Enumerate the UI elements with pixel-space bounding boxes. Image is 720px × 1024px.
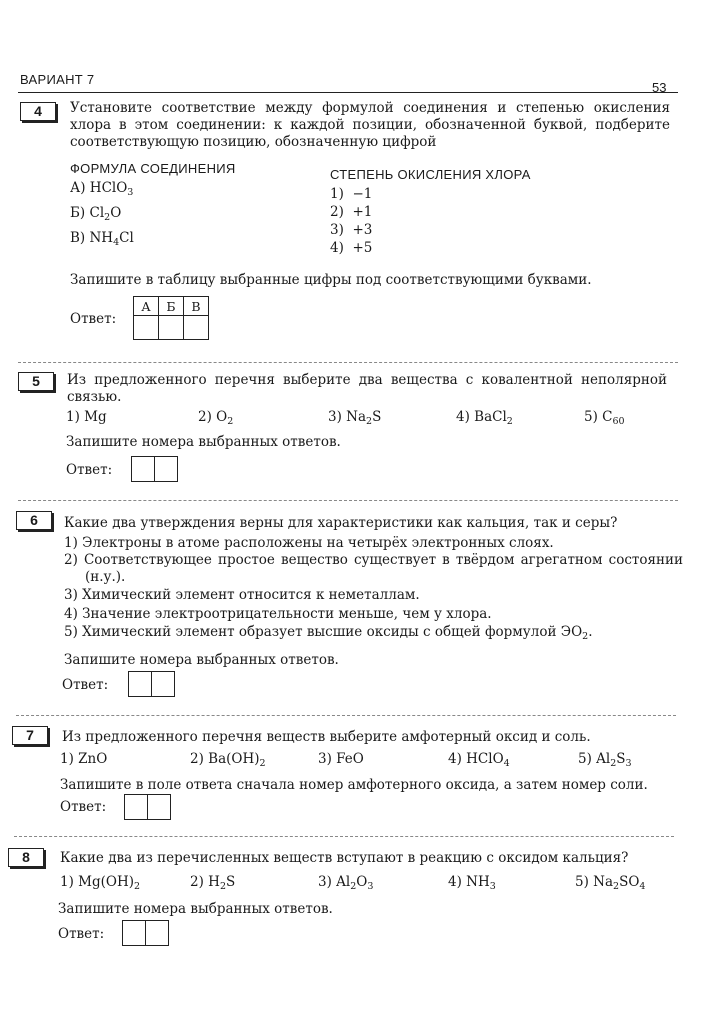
q5-option-3 (328, 409, 381, 425)
q5-option-3-sub: 2 (366, 416, 373, 427)
q7-instruction: Запишите в поле ответа сначала номер амфотерного оксида, а затем номер соли. (60, 777, 648, 793)
q7-option-2-formula: Ba(OH) (208, 751, 260, 767)
q4-table-header-a: А (134, 297, 159, 316)
q7-option-5-tail: S (616, 751, 626, 767)
q8-option-5-num: 5) (575, 874, 589, 890)
q7-option-1-formula: ZnO (78, 751, 108, 767)
q7-answer-cell-2[interactable] (148, 795, 170, 819)
separator-4 (14, 836, 674, 837)
question-8-text: Какие два из перечисленных веществ вступают в реакцию с оксидом кальция? (60, 850, 629, 866)
q5-option-1-num: 1) (66, 409, 80, 425)
q8-option-1-num: 1) (60, 874, 74, 890)
q4-table-header-c: В (184, 297, 209, 316)
q8-option-4-formula: NH (466, 874, 490, 890)
q5-option-3-formula: Na (346, 409, 367, 425)
q6-answer-cell-1[interactable] (129, 672, 152, 696)
header-rule (18, 92, 678, 93)
q5-option-2-num: 2) (198, 409, 212, 425)
q8-instruction: Запишите номера выбранных ответов. (58, 901, 333, 917)
q8-option-4-num: 4) (448, 874, 462, 890)
q6-answer-label: Ответ: (62, 677, 109, 693)
q4-formula-c-sub: 4 (113, 237, 120, 248)
q8-option-4-sub: 3 (489, 881, 496, 892)
q8-option-3-formula: Al (336, 874, 351, 890)
q7-option-4 (448, 751, 510, 767)
q7-option-1 (60, 751, 107, 767)
q4-formula-a-letter: А) (70, 180, 86, 196)
question-7-number: 7 (12, 726, 48, 745)
q8-option-5-tail: SO (619, 874, 640, 890)
q6-statement-2: 2) Соответствующее простое вещество существует в твёрдом агрегатном состоянии (н.у.). (64, 552, 683, 585)
q5-answer-cell-1[interactable] (132, 457, 155, 481)
q7-option-5-num: 5) (578, 751, 592, 767)
q4-formula-header: ФОРМУЛА СОЕДИНЕНИЯ (70, 161, 236, 176)
q6-statement-4: 4) Значение электроотрицательности меньше, чем у хлора. (64, 606, 492, 622)
q5-option-2-sub: 2 (227, 416, 234, 427)
question-6-number: 6 (16, 511, 52, 530)
q4-degree-4-num: 4) (330, 240, 344, 256)
q4-degree-3-value: +3 (352, 222, 373, 238)
q4-degree-1-num: 1) (330, 186, 344, 202)
question-8-number: 8 (8, 848, 44, 867)
q4-answer-cell-a[interactable] (134, 316, 159, 340)
q7-option-2-sub: 2 (259, 758, 266, 769)
question-7-text: Из предложенного перечня веществ выберите амфотерный оксид и соль. (62, 729, 591, 745)
q7-option-3-num: 3) (318, 751, 332, 767)
q6-answer-cells (128, 671, 175, 697)
q8-answer-cells (122, 920, 169, 946)
q5-answer-cell-2[interactable] (155, 457, 177, 481)
q4-degree-4-value: +5 (352, 240, 373, 256)
q7-option-3-formula: FeO (336, 751, 364, 767)
separator-2 (18, 500, 678, 501)
q5-option-5-formula: C (602, 409, 613, 425)
q8-option-5 (575, 874, 645, 890)
q6-statement-1: 1) Электроны в атоме расположены на четырёх электронных слоях. (64, 535, 554, 551)
q7-option-2 (190, 751, 266, 767)
q8-answer-cell-2[interactable] (146, 921, 168, 945)
q6-statement-5-text: 5) Химический элемент образует высшие оксиды с общей формулой ЭO (64, 624, 583, 640)
q6-answer-cell-2[interactable] (152, 672, 174, 696)
q5-option-1-formula: Mg (84, 409, 107, 425)
q7-answer-cell-1[interactable] (125, 795, 148, 819)
q4-degree-2-num: 2) (330, 204, 344, 220)
q5-answer-cells (131, 456, 178, 482)
q5-option-4-sub: 2 (506, 416, 513, 427)
q7-option-3 (318, 751, 364, 767)
q8-option-5-formula: Na (593, 874, 614, 890)
q4-formula-a-sub: 3 (127, 187, 134, 198)
separator-1 (18, 362, 678, 363)
page-number: 53 (652, 80, 667, 95)
q4-formula-b (70, 205, 121, 222)
q8-option-1-sub: 2 (134, 881, 141, 892)
q4-answer-cell-b[interactable] (159, 316, 184, 340)
q7-option-5 (578, 751, 632, 767)
q5-option-1 (66, 409, 107, 425)
q8-option-3-tail: O (356, 874, 368, 890)
q7-option-4-sub: 4 (503, 758, 510, 769)
q4-degree-3-num: 3) (330, 222, 344, 238)
q4-formula-c-tail: Cl (119, 230, 134, 246)
q6-instruction: Запишите номера выбранных ответов. (64, 652, 339, 668)
q5-option-5-sub: 60 (612, 416, 625, 427)
q8-option-2-num: 2) (190, 874, 204, 890)
q6-statement-5 (64, 624, 593, 641)
q5-option-4 (456, 409, 513, 425)
q4-formula-c-main: NH (89, 230, 114, 246)
q6-statement-3: 3) Химический элемент относится к неметаллам. (64, 587, 420, 603)
q4-formula-a-main: HClO (89, 180, 128, 196)
q5-option-2 (198, 409, 233, 425)
q8-options (60, 874, 680, 892)
q4-formula-b-sub: 2 (104, 212, 111, 223)
q7-option-5-sub2: 3 (625, 758, 632, 769)
q4-formula-b-tail: O (110, 205, 122, 221)
q4-degree-header: СТЕПЕНЬ ОКИСЛЕНИЯ ХЛОРА (330, 167, 531, 182)
variant-title: ВАРИАНТ 7 (20, 72, 95, 87)
q7-option-4-num: 4) (448, 751, 462, 767)
q4-formula-a (70, 180, 133, 197)
q4-instruction: Запишите в таблицу выбранные цифры под соответствующими буквами. (70, 272, 592, 288)
q5-option-5-num: 5) (584, 409, 598, 425)
q4-degree-1 (330, 186, 372, 203)
q8-option-3-sub: 2 (350, 881, 357, 892)
q4-answer-table (133, 296, 209, 340)
q4-formula-c-letter: В) (70, 230, 86, 246)
q8-option-2-tail: S (225, 874, 236, 890)
question-4-number: 4 (20, 102, 56, 121)
q4-degree-1-value: −1 (352, 186, 373, 202)
q8-option-3 (318, 874, 373, 890)
q4-formula-b-main: Cl (89, 205, 105, 221)
q7-option-1-num: 1) (60, 751, 74, 767)
q4-degree-3 (330, 222, 372, 239)
separator-3 (16, 715, 676, 716)
q8-option-3-sub2: 3 (367, 881, 374, 892)
q8-option-3-num: 3) (318, 874, 332, 890)
q4-answer-label: Ответ: (70, 311, 117, 327)
q5-option-4-num: 4) (456, 409, 470, 425)
question-6-text: Какие два утверждения верны для характеристики как кальция, так и серы? (64, 515, 618, 531)
q8-option-1-formula: Mg(OH) (78, 874, 134, 890)
q4-degree-2-value: +1 (352, 204, 373, 220)
q4-degree-2 (330, 204, 372, 221)
question-5-text: Из предложенного перечня выберите два вещества с ковалентной неполярной связью. (67, 372, 667, 405)
q8-option-5-sub: 2 (613, 881, 620, 892)
q5-option-3-tail: S (372, 409, 382, 425)
q6-statement-5-tail: . (588, 624, 593, 640)
q7-option-5-sub: 2 (610, 758, 617, 769)
q8-option-2 (190, 874, 235, 890)
q4-degree-4 (330, 240, 372, 257)
q7-answer-cells (124, 794, 171, 820)
q4-answer-cell-c[interactable] (184, 316, 209, 340)
q8-answer-cell-1[interactable] (123, 921, 146, 945)
q8-option-2-sub: 2 (219, 881, 226, 892)
q5-options (66, 409, 676, 427)
q5-instruction: Запишите номера выбранных ответов. (66, 434, 341, 450)
q8-option-2-formula: H (208, 874, 220, 890)
question-5-number: 5 (18, 372, 54, 391)
q5-option-3-num: 3) (328, 409, 342, 425)
q5-option-4-formula: BaCl (474, 409, 507, 425)
q8-option-4 (448, 874, 496, 890)
q4-formula-c (70, 230, 134, 247)
q5-answer-label: Ответ: (66, 462, 113, 478)
q7-option-4-formula: HClO (466, 751, 504, 767)
q6-statement-5-sub: 2 (582, 631, 589, 642)
q8-option-1 (60, 874, 140, 890)
q4-table-header-b: Б (159, 297, 184, 316)
q4-formula-b-letter: Б) (70, 205, 86, 221)
q7-option-2-num: 2) (190, 751, 204, 767)
q8-answer-label: Ответ: (58, 926, 105, 942)
q7-option-5-formula: Al (596, 751, 611, 767)
q7-options (60, 751, 680, 769)
q5-option-2-formula: O (216, 409, 228, 425)
q7-answer-label: Ответ: (60, 799, 107, 815)
q5-option-5 (584, 409, 625, 425)
q8-option-5-sub2: 4 (639, 881, 646, 892)
question-4-text: Установите соответствие между формулой соединения и степенью окисления хлора в этом соединении: к каждой позиции, обозначенной буквой, подберите соответствующую позицию, обозначенную цифрой (70, 100, 670, 150)
